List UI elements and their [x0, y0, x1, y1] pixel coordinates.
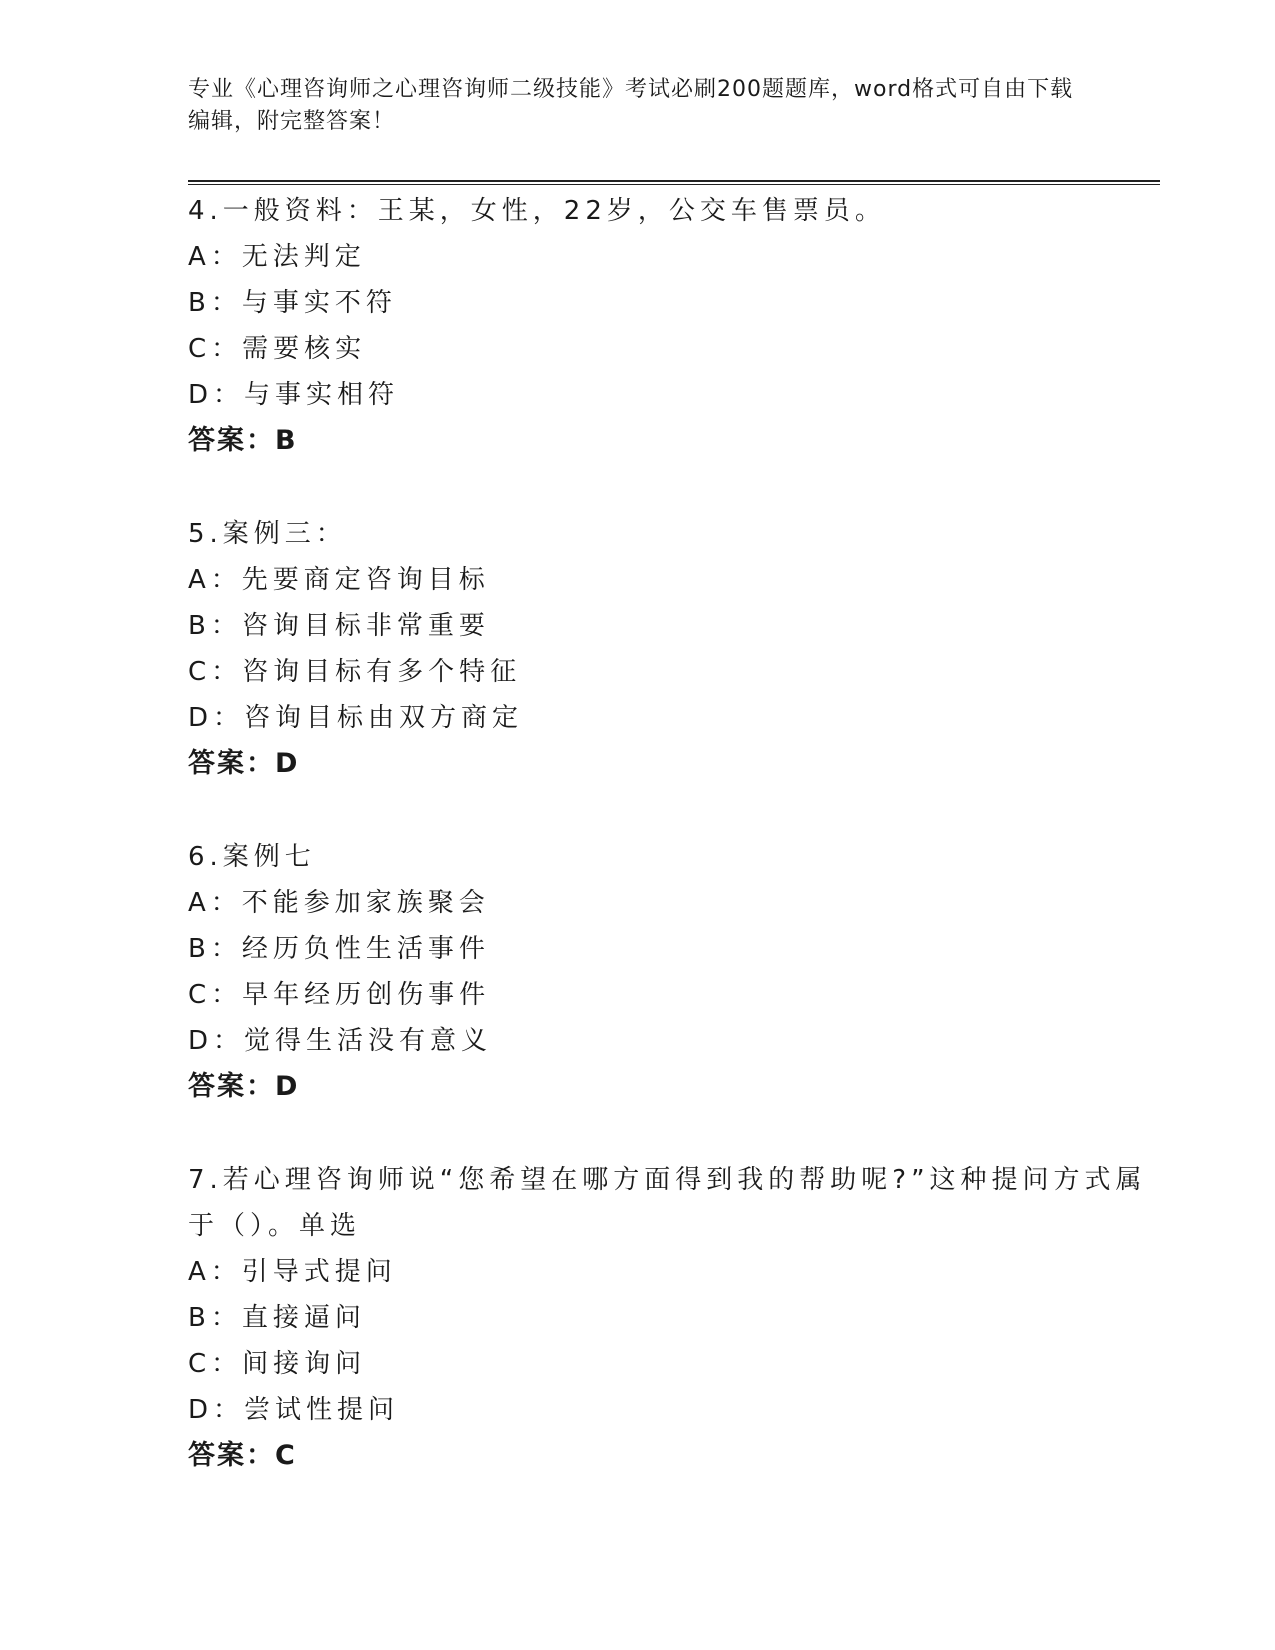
- option-c: C：咨询目标有多个特征: [188, 657, 522, 687]
- answer-line: 答案：C: [188, 1440, 297, 1471]
- question-stem: 7.若心理咨询师说“您希望在哪方面得到我的帮助呢?”这种提问方式属于（）。单选: [188, 1165, 1147, 1241]
- answer-line: 答案：D: [188, 748, 300, 779]
- option-d: D：与事实相符: [188, 380, 400, 410]
- document-header: 专业《心理咨询师之心理咨询师二级技能》考试必刷200题题库，word格式可自由下载编辑，附完整答案！: [188, 77, 1074, 134]
- question-list: [188, 188, 1148, 1479]
- question-4: [188, 188, 1148, 464]
- option-c: C：间接询问: [188, 1349, 367, 1379]
- option-d: D：咨询目标由双方商定: [188, 703, 524, 733]
- option-a: A：引导式提问: [188, 1257, 397, 1287]
- option-b: B：咨询目标非常重要: [188, 611, 490, 641]
- option-c: C：早年经历创伤事件: [188, 980, 491, 1010]
- answer-line: 答案：B: [188, 425, 298, 456]
- option-c: C：需要核实: [188, 334, 367, 364]
- question-7: [188, 1157, 1148, 1479]
- question-stem: 4.一般资料：王某，女性，22岁，公交车售票员。: [188, 196, 886, 226]
- header-divider-thin: [188, 184, 1160, 185]
- option-d: D：尝试性提问: [188, 1395, 400, 1425]
- question-stem: 5.案例三：: [188, 519, 347, 549]
- option-a: A：不能参加家族聚会: [188, 888, 490, 918]
- option-b: B：经历负性生活事件: [188, 934, 490, 964]
- option-a: A：无法判定: [188, 242, 366, 272]
- option-d: D：觉得生活没有意义: [188, 1026, 493, 1056]
- question-6: [188, 834, 1148, 1110]
- question-stem: 6.案例七: [188, 842, 316, 872]
- option-b: B：直接逼问: [188, 1303, 366, 1333]
- answer-line: 答案：D: [188, 1071, 300, 1102]
- question-5: [188, 511, 1148, 787]
- header-divider: [188, 180, 1160, 182]
- option-b: B：与事实不符: [188, 288, 397, 318]
- option-a: A：先要商定咨询目标: [188, 565, 490, 595]
